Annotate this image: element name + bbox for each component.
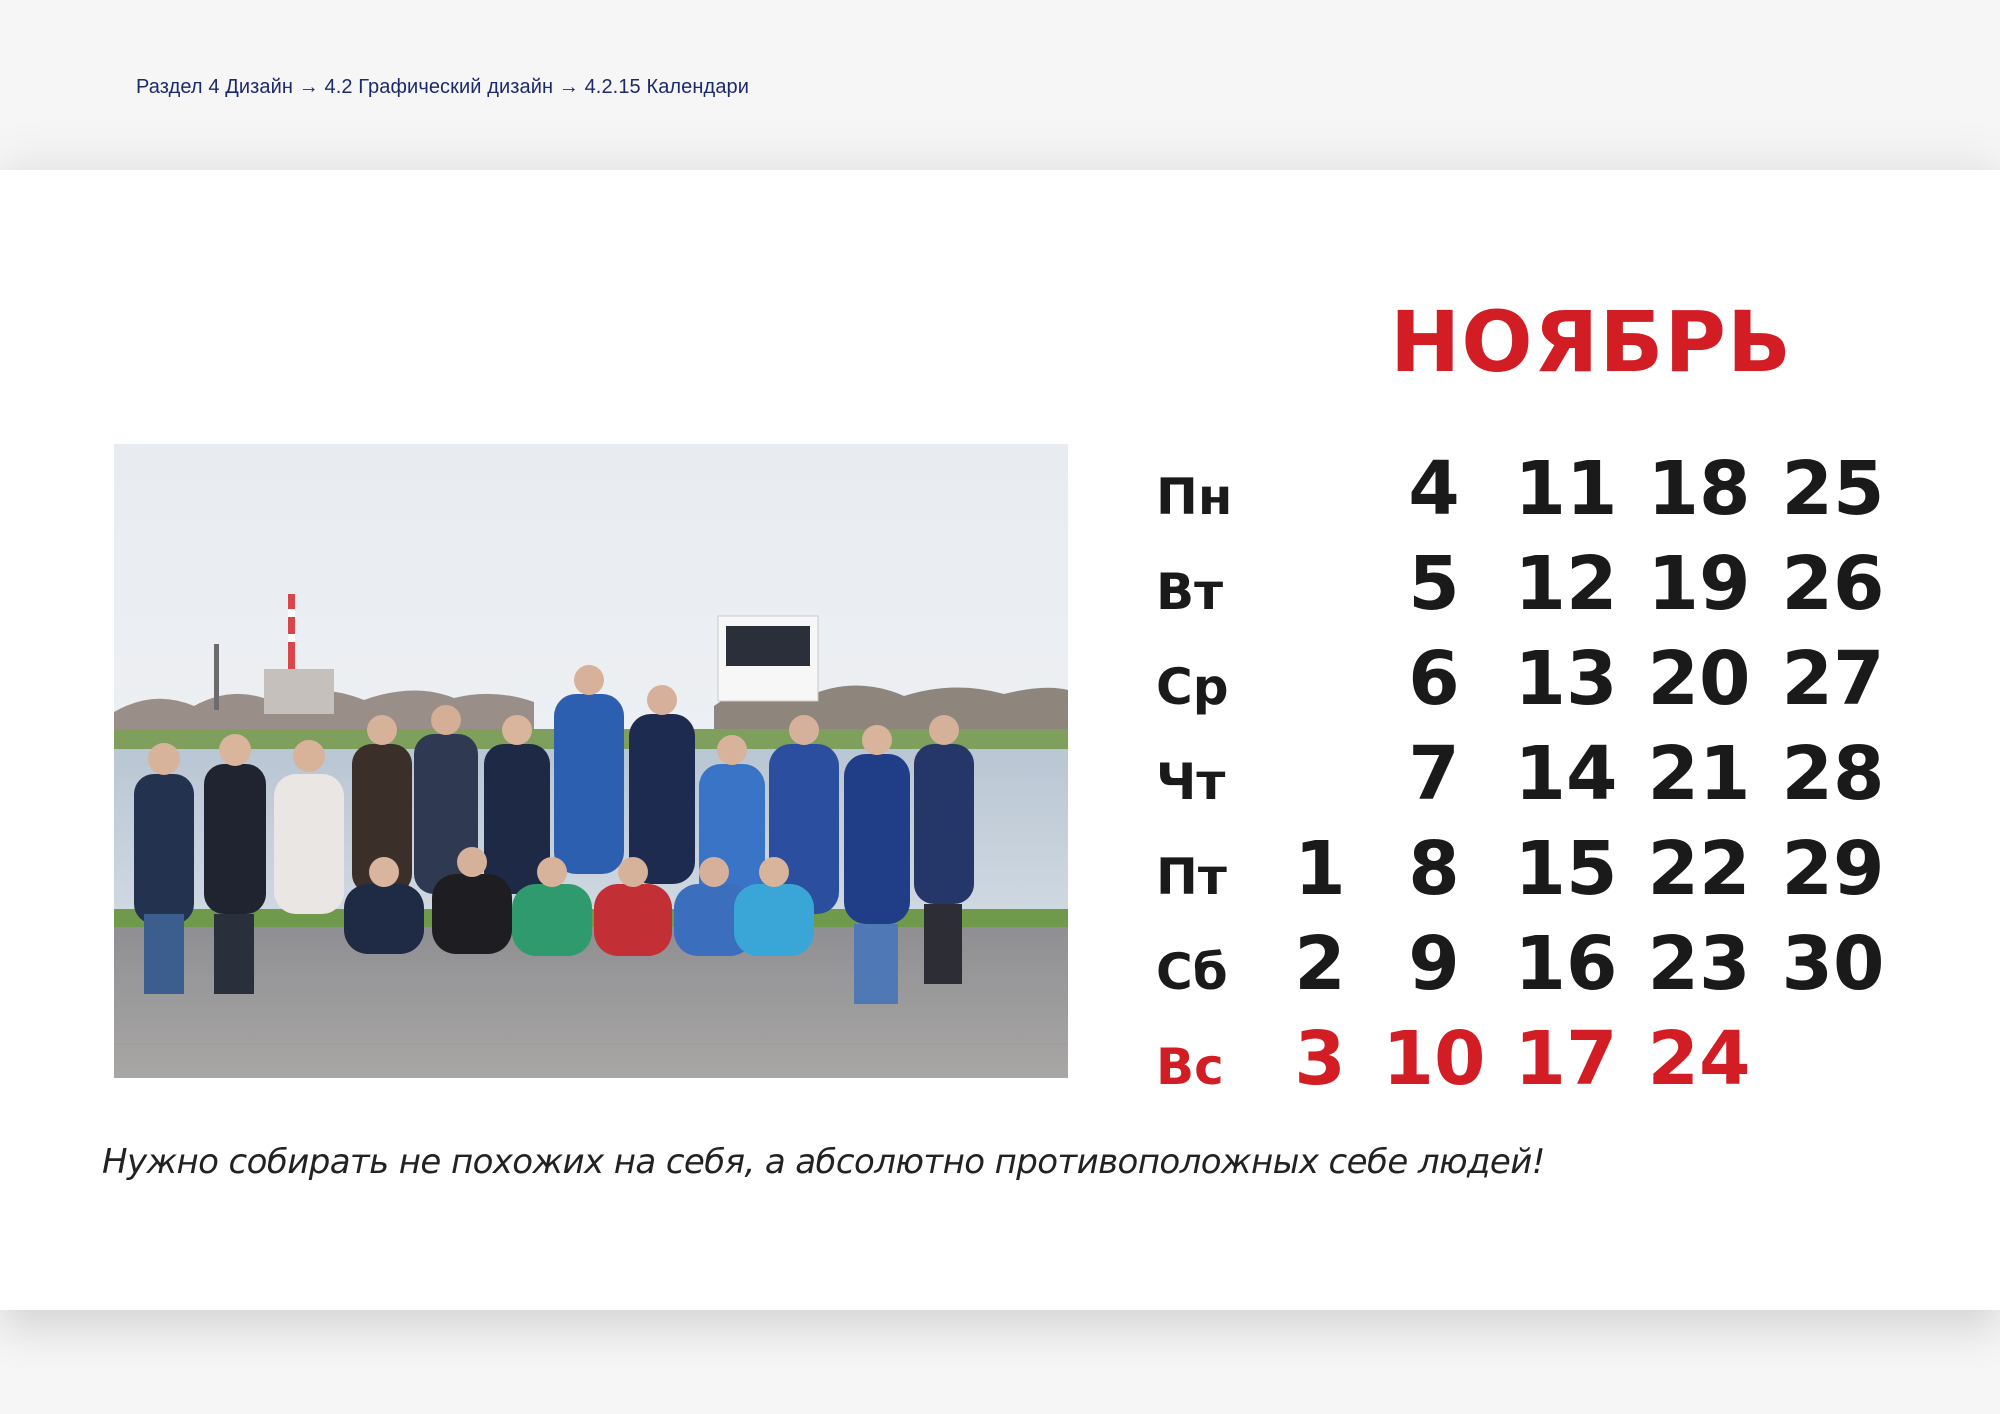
weekday-label: Пн [1156, 468, 1233, 526]
weekday-label: Ср [1156, 658, 1229, 716]
date-cell: 9 [1408, 921, 1460, 1007]
date-cell: 11 [1514, 446, 1618, 532]
date-cell: 13 [1514, 636, 1618, 722]
date-cell: 14 [1514, 731, 1618, 817]
date-cell: 28 [1781, 731, 1885, 817]
date-cell: 21 [1647, 731, 1751, 817]
date-cell: 5 [1408, 541, 1460, 627]
month-title: НОЯБРЬ [1390, 293, 1793, 391]
weekday-label: Пт [1156, 848, 1227, 906]
date-cell-holiday: 10 [1382, 1016, 1486, 1102]
date-cell: 12 [1514, 541, 1618, 627]
date-cell: 16 [1514, 921, 1618, 1007]
calendar-row-wed [1156, 620, 1916, 722]
date-cell: 4 [1408, 446, 1460, 532]
date-cell-holiday: 17 [1514, 1016, 1618, 1102]
weekday-label: Сб [1156, 943, 1228, 1001]
date-cell: 6 [1408, 636, 1460, 722]
date-cell: 7 [1408, 731, 1460, 817]
date-cell: 2 [1294, 921, 1346, 1007]
date-cell: 22 [1647, 826, 1751, 912]
calendar-row-sun [1156, 1000, 1916, 1102]
quote-text: Нужно собирать не похожих на себя, а абсолютно противоположных себе людей! [102, 1142, 1545, 1182]
date-cell: 19 [1647, 541, 1751, 627]
date-cell: 25 [1781, 446, 1885, 532]
date-cell-holiday: 24 [1647, 1016, 1751, 1102]
weekday-label: Вт [1156, 563, 1224, 621]
breadcrumb: Раздел 4 Дизайн → 4.2 Графический дизайн → 4.2.15 Календари [136, 76, 750, 98]
date-cell: 15 [1514, 826, 1618, 912]
calendar-row-tue [1156, 525, 1916, 627]
group-photo-illustration [114, 444, 1068, 1078]
calendar-row-sat [1156, 905, 1916, 1007]
date-cell: 20 [1647, 636, 1751, 722]
calendar-row-mon [1156, 430, 1916, 532]
group-photo [114, 444, 1068, 1078]
date-cell: 8 [1408, 826, 1460, 912]
date-cell: 29 [1781, 826, 1885, 912]
date-cell-holiday: 3 [1294, 1016, 1346, 1102]
date-cell: 1 [1294, 826, 1346, 912]
calendar-row-thu [1156, 715, 1916, 817]
date-cell: 18 [1647, 446, 1751, 532]
date-cell: 26 [1781, 541, 1885, 627]
date-cell: 23 [1647, 921, 1751, 1007]
date-cell: 30 [1781, 921, 1885, 1007]
calendar-row-fri [1156, 810, 1916, 912]
weekday-label: Чт [1156, 753, 1226, 811]
weekday-label-holiday: Вс [1156, 1038, 1224, 1096]
date-cell: 27 [1781, 636, 1885, 722]
